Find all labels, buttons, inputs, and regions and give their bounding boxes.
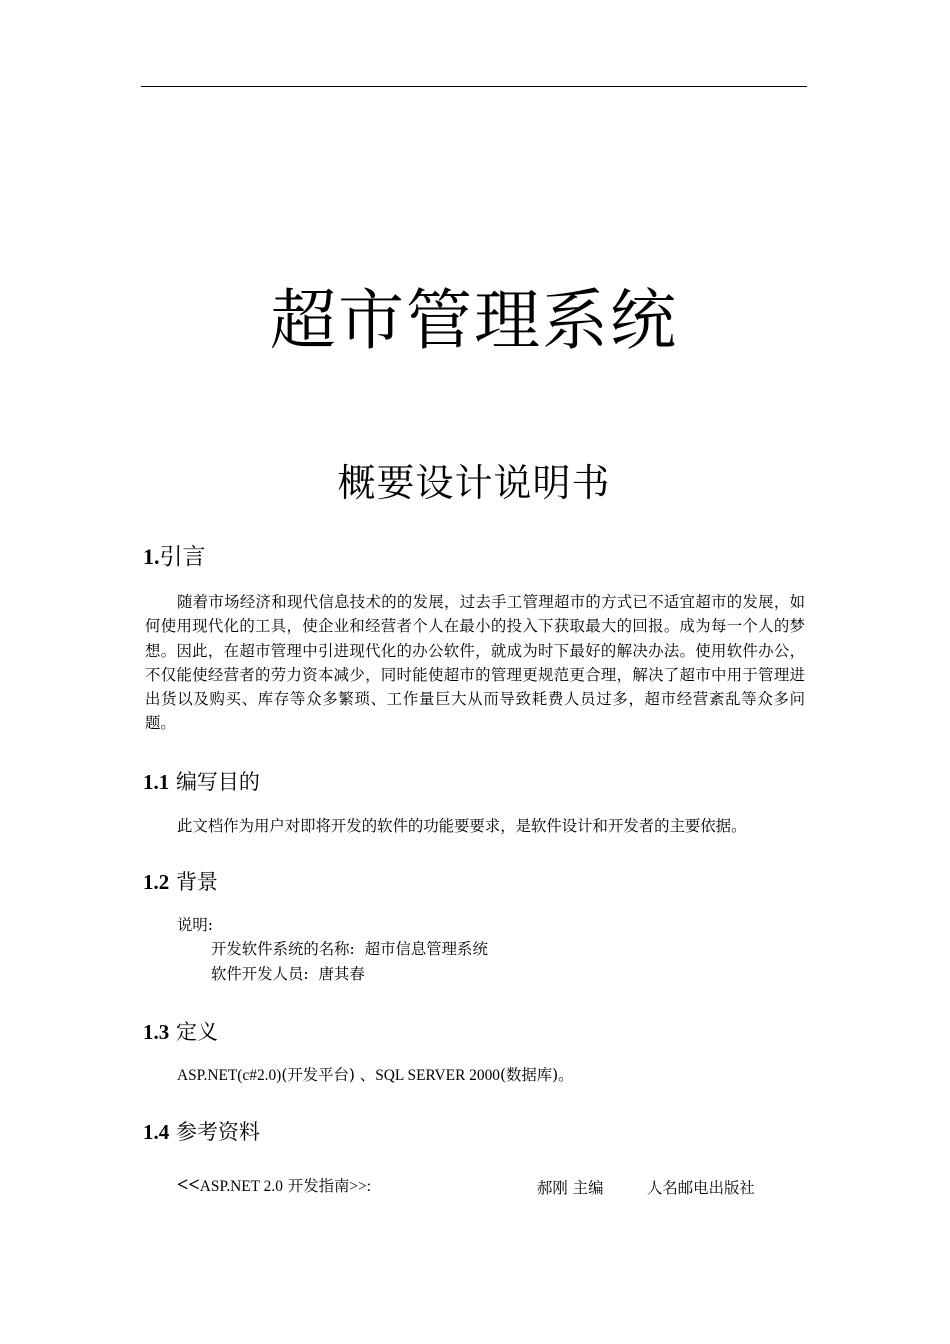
- background-label: 说明:: [177, 916, 213, 934]
- definition-database: SQL SERVER 2000: [375, 1067, 500, 1084]
- section-heading-references: [143, 1117, 260, 1147]
- header-rule: [141, 86, 807, 87]
- section-number: 1.: [143, 544, 160, 569]
- document-subtitle: 概要设计说明书: [337, 461, 611, 505]
- reference-close-bracket: >>:: [349, 1178, 372, 1195]
- definition-platform: ASP.NET(c#2.0): [177, 1067, 282, 1084]
- system-name-line: [211, 938, 488, 960]
- section-heading-intro: [143, 542, 206, 572]
- section-number: 1.3: [143, 1020, 170, 1044]
- system-name-value: 超市信息管理系统: [364, 940, 488, 958]
- section-title: 编写目的: [175, 770, 260, 794]
- definition-separator: 、: [359, 1066, 376, 1084]
- reference-publisher: 人名邮电出版社: [647, 1179, 755, 1197]
- document-title: 超市管理系统: [270, 282, 678, 359]
- section-number: 1.1: [143, 770, 170, 794]
- section-number: 1.2: [143, 870, 170, 894]
- section-title: 定义: [175, 1020, 218, 1044]
- reference-editor: 郝刚 主编: [537, 1179, 604, 1197]
- section-number: 1.4: [143, 1120, 170, 1144]
- definition-database-desc: (数据库)。: [499, 1066, 574, 1084]
- system-name-label: 开发软件系统的名称:: [211, 940, 355, 958]
- section-title: 引言: [159, 544, 206, 570]
- section-heading-background: [143, 867, 218, 897]
- definitions-text: [177, 1064, 574, 1087]
- section-title: 参考资料: [175, 1120, 260, 1144]
- section-heading-definitions: [143, 1017, 218, 1047]
- definition-platform-desc: (开发平台): [281, 1066, 355, 1084]
- reference-open-bracket: <<: [177, 1174, 200, 1196]
- developer-value: 唐其春: [318, 965, 365, 983]
- reference-book-title: ASP.NET 2.0: [199, 1178, 283, 1195]
- reference-book-title-cn: 开发指南: [287, 1177, 350, 1195]
- reference-book: [177, 1174, 371, 1198]
- purpose-text: 此文档作为用户对即将开发的软件的功能要要求，是软件设计和开发者的主要依据。: [177, 817, 747, 835]
- intro-paragraph: 随着市场经济和现代信息技术的的发展，过去手工管理超市的方式已不适宜超市的发展，如何使用现代化的工具，使企业和经营者个人在最小的投入下获取最大的回报。成为每一个人的梦想。因此，在超市管理中引进现代化的办公软件，就成为时下最好的解决办法。使用软件办公，不仅能使经营者的劳力资本减少，同时能使超市的管理更规范更合理，解决了超市中用于管理进出货以及购买、库存等众多繁琐、工作量巨大从而导致耗费人员过多，超市经营紊乱等众多问题。: [145, 593, 805, 733]
- developer-line: [211, 963, 365, 985]
- section-heading-purpose: [143, 767, 260, 797]
- section-title: 背景: [175, 870, 218, 894]
- developer-label: 软件开发人员:: [211, 965, 309, 983]
